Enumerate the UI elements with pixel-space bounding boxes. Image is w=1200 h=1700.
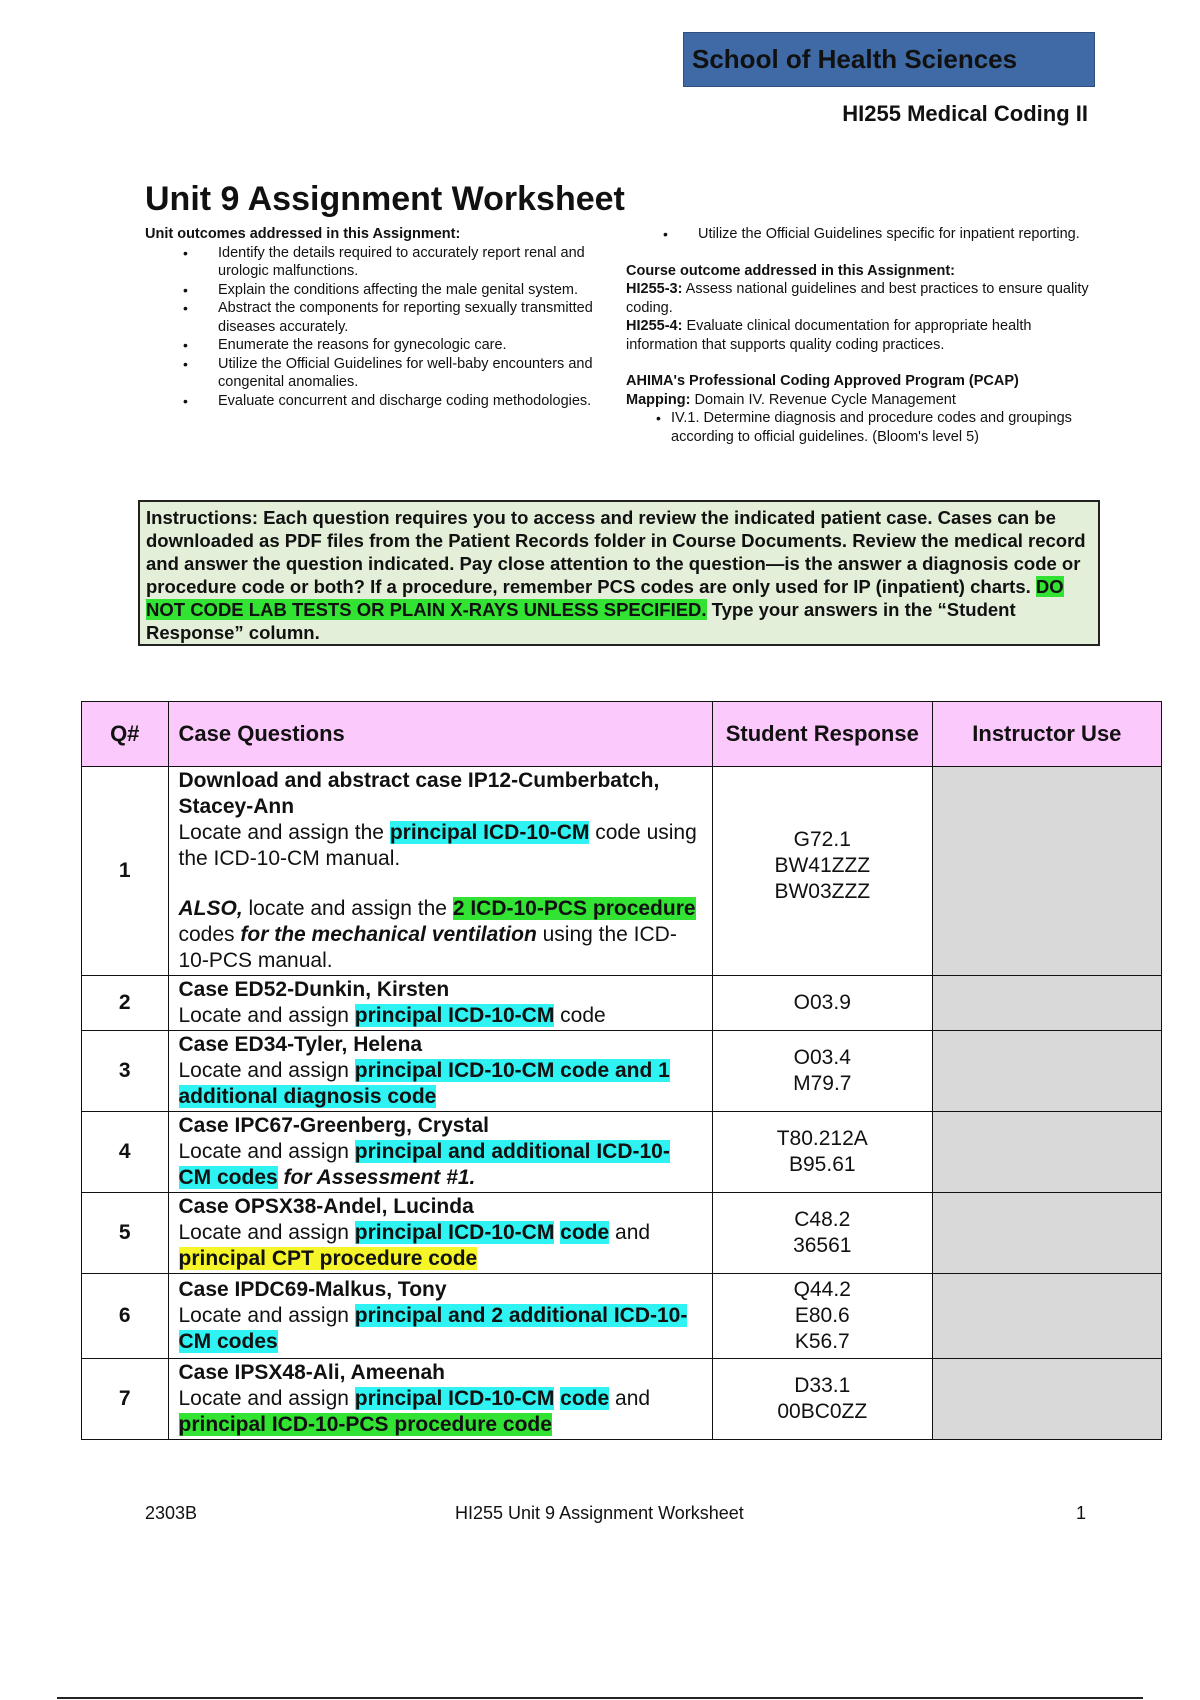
course-code: HI255 Medical Coding II (842, 101, 1088, 126)
case-question (168, 1193, 712, 1274)
student-response[interactable] (712, 767, 932, 976)
unit-outcome-item: • Utilize the Official Guidelines specific for inpatient reporting. (626, 225, 1091, 244)
question-number: 3 (82, 1031, 169, 1112)
question-text: locate and assign the (242, 897, 453, 920)
question-highlight: principal and 2 additional ICD-10-CM codes (178, 1304, 688, 1353)
table-header-row (82, 702, 1162, 767)
table-row (82, 1359, 1162, 1440)
page-title: Unit 9 Assignment Worksheet (145, 180, 625, 218)
response-code: M79.7 (793, 1072, 852, 1095)
question-text: Locate and assign the (178, 821, 390, 844)
footer-page-number: 1 (1076, 1503, 1087, 1523)
question-emphasis: for Assessment #1. (277, 1166, 476, 1189)
table-row (82, 1031, 1162, 1112)
pcap-item: • IV.1. Determine diagnosis and procedure codes and groupings according to official guidelines. (Bloom's level 5) (626, 409, 1091, 446)
question-highlight: principal CPT procedure code (178, 1247, 478, 1270)
question-text: code (554, 1004, 606, 1027)
question-number: 5 (82, 1193, 169, 1274)
case-question (168, 1274, 712, 1359)
unit-outcome-item: • Evaluate concurrent and discharge coding methodologies. (145, 392, 610, 411)
response-code: Q44.2 (793, 1278, 851, 1301)
response-code: BW41ZZZ (774, 854, 871, 877)
case-question (168, 1112, 712, 1193)
instructions-highlight: DO NOT CODE LAB TESTS OR PLAIN X-RAYS UNLESS SPECIFIED. (146, 576, 1064, 620)
question-text: Locate and assign (178, 1059, 355, 1082)
question-number: 7 (82, 1359, 169, 1440)
question-highlight: principal and additional ICD-10-CM codes (178, 1140, 670, 1189)
question-emphasis: ALSO, (178, 897, 243, 920)
right-outcomes-column (626, 225, 1091, 446)
unit-outcome-item: • Enumerate the reasons for gynecologic care. (145, 336, 610, 355)
question-text: codes (178, 923, 241, 946)
question-text: Locate and assign (178, 1140, 355, 1163)
question-text: code using the ICD-10-CM manual. (178, 821, 697, 870)
instructor-use-cell (932, 1112, 1161, 1193)
response-code: E80.6 (794, 1304, 850, 1327)
case-title: Download and abstract case IP12-Cumberbatch, Stacey-Ann (178, 769, 660, 818)
question-highlight: principal ICD-10-PCS procedure code (178, 1413, 552, 1436)
footer-title: HI255 Unit 9 Assignment Worksheet (455, 1503, 744, 1523)
question-highlight: 2 ICD-10-PCS procedure (452, 897, 696, 920)
table-row (82, 1274, 1162, 1359)
unit-outcomes-heading: Unit outcomes addressed in this Assignment: (145, 226, 461, 242)
question-number: 1 (82, 767, 169, 976)
header-instructor-use: Instructor Use (932, 702, 1161, 767)
header-student-response: Student Response (712, 702, 932, 767)
school-banner (683, 32, 1095, 87)
pcap-list (626, 409, 1091, 446)
response-code: K56.7 (794, 1330, 850, 1353)
student-response[interactable] (712, 976, 932, 1031)
course-outcome-code: HI255-4: (626, 318, 683, 334)
pcap-mapping (626, 391, 1091, 410)
student-response[interactable] (712, 1274, 932, 1359)
case-questions-table (81, 701, 1162, 1440)
unit-outcome-item: • Explain the conditions affecting the male genital system. (145, 281, 610, 300)
response-code: BW03ZZZ (774, 880, 871, 903)
case-title: Case IPSX48-Ali, Ameenah (178, 1361, 445, 1384)
header-case-questions: Case Questions (168, 702, 712, 767)
student-response[interactable] (712, 1112, 932, 1193)
case-title: Case IPDC69-Malkus, Tony (178, 1278, 447, 1301)
bottom-rule (57, 1697, 1143, 1699)
question-highlight: principal ICD-10-CM code and 1 additional diagnosis code (178, 1059, 670, 1108)
question-text: Locate and assign (178, 1304, 355, 1327)
instructor-use-cell (932, 1274, 1161, 1359)
question-text: using the ICD-10-PCS manual. (178, 923, 677, 972)
question-emphasis: for the mechanical ventilation (240, 923, 537, 946)
question-highlight: principal ICD-10-CM (354, 1004, 555, 1027)
pcap-heading: AHIMA's Professional Coding Approved Program (PCAP) (626, 373, 1019, 389)
instructor-use-cell (932, 1359, 1161, 1440)
response-code: O03.9 (793, 991, 851, 1014)
header-q: Q# (82, 702, 169, 767)
table-row (82, 1193, 1162, 1274)
response-code: O03.4 (793, 1046, 851, 1069)
course-outcome-item (626, 317, 1091, 354)
instructor-use-cell (932, 1193, 1161, 1274)
question-number: 4 (82, 1112, 169, 1193)
response-code: 00BC0ZZ (777, 1400, 868, 1423)
student-response[interactable] (712, 1359, 932, 1440)
unit-outcomes-list-continued (626, 225, 1091, 244)
unit-outcomes-section (145, 225, 610, 410)
student-response[interactable] (712, 1193, 932, 1274)
table-row (82, 976, 1162, 1031)
course-outcomes-heading: Course outcome addressed in this Assignment: (626, 262, 955, 279)
instructor-use-cell (932, 976, 1161, 1031)
school-name: School of Health Sciences (692, 44, 1018, 74)
instructor-use-cell (932, 1031, 1161, 1112)
pcap-mapping-label: Mapping: (626, 391, 691, 408)
question-text: Locate and assign (178, 1221, 355, 1244)
response-code: T80.212A (776, 1127, 868, 1150)
unit-outcomes-list (145, 244, 610, 411)
response-code: C48.2 (794, 1208, 851, 1231)
instructor-use-cell (932, 767, 1161, 976)
student-response[interactable] (712, 1031, 932, 1112)
case-question (168, 1359, 712, 1440)
question-highlight: principal ICD-10-CM (354, 1221, 555, 1244)
case-question (168, 767, 712, 976)
case-title: Case ED52-Dunkin, Kirsten (178, 978, 450, 1001)
course-outcome-code: HI255-3: (626, 281, 683, 297)
table-row (82, 767, 1162, 976)
response-code: 36561 (793, 1234, 852, 1257)
pcap-mapping-text: Domain IV. Revenue Cycle Management (690, 391, 956, 408)
question-text: Locate and assign (178, 1387, 355, 1410)
unit-outcome-item: • Utilize the Official Guidelines for well-baby encounters and congenital anomalies. (145, 355, 610, 392)
footer-version: 2303B (145, 1503, 198, 1523)
case-title: Case OPSX38-Andel, Lucinda (178, 1195, 474, 1218)
question-highlight: principal ICD-10-CM (389, 821, 590, 844)
course-outcome-item (626, 280, 1091, 317)
instructions-text: Instructions: Each question requires you to access and review the indicated patient case. Cases can be downloaded as PDF files from the Patient Records folder in Course Documents. Review the medical record and answer the question indicated. Pay close attention to the question—is the answer a diagnosis code or procedure code or both? If a procedure, remember PCS codes are only used for IP (inpatient) charts. (146, 507, 1086, 597)
course-outcome-text: Assess national guidelines and best practices to ensure quality coding. (626, 281, 1089, 316)
question-highlight: principal ICD-10-CM (354, 1387, 555, 1410)
question-text: Locate and assign (178, 1004, 355, 1027)
course-outcome-text: Evaluate clinical documentation for appropriate health information that supports quality coding practices. (626, 318, 1032, 353)
table-row (82, 1112, 1162, 1193)
case-question (168, 976, 712, 1031)
case-question (168, 1031, 712, 1112)
question-highlight: code (560, 1221, 610, 1244)
response-code: B95.61 (789, 1153, 856, 1176)
question-number: 2 (82, 976, 169, 1031)
response-code: D33.1 (794, 1374, 851, 1397)
response-code: G72.1 (793, 828, 851, 851)
question-highlight: code (560, 1387, 610, 1410)
instructions-tail: Type your answers in the “Student Response” column. (146, 599, 1016, 643)
unit-outcome-item: • Abstract the components for reporting sexually transmitted diseases accurately. (145, 299, 610, 336)
question-number: 6 (82, 1274, 169, 1359)
case-title: Case IPC67-Greenberg, Crystal (178, 1114, 489, 1137)
unit-outcome-item: • Identify the details required to accurately report renal and urologic malfunctions. (145, 244, 610, 281)
case-title: Case ED34-Tyler, Helena (178, 1033, 423, 1056)
question-text: and (609, 1387, 651, 1410)
question-text: and (609, 1221, 651, 1244)
instructions-box (138, 500, 1100, 646)
